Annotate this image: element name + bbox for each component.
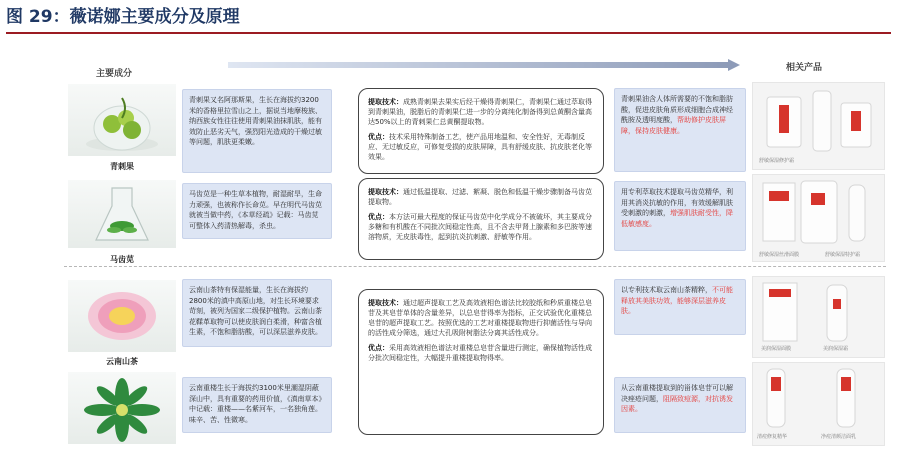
product-name: 舒敏保湿修护霜 (759, 158, 795, 164)
ingredient-effect-camellia (614, 279, 746, 335)
effect-text: 以专利技术取云南山茶精粹， (621, 286, 712, 294)
ingredient-name-camellia: 云南山茶 (106, 357, 138, 366)
advantage-label: 优点： (368, 213, 389, 221)
tech-label: 提取技术： (368, 299, 403, 307)
advantage-text: 技术采用特殊制备工艺，使产品用地温和、安全性好，无毒制反应、无过敏反应，可修复受损的皮肤屏障，具有舒缓皮肤、抗皮肤老化等效果。 (368, 133, 592, 161)
ingredient-effect-thorn-fruit (614, 88, 746, 172)
effect-highlight: 阻隔致痘源，对抗诱发因素。 (621, 394, 733, 413)
product-name: 美润保湿面膜 (761, 346, 792, 352)
ingredient-intro-paris-polyphylla: 云南重楼生长于海拔约3100米里潮湿阴蔽深山中，具有重要的药用价值，《滇南草本》中记载：重楼——名紫河车，一名独角莲。味辛、苦、性微寒。 (182, 377, 332, 433)
paris-polyphylla-photo (68, 372, 176, 444)
effect-text: 青刺果油含人体所需要的不饱和脂肪酸，促进皮肤角质形成细胞合成神经酰胺及透明度酸， (621, 95, 733, 124)
advantage-text: 本方法可最大程度的保证马齿苋中化学成分不被破坏，其主要成分多糖和有机酸在不同批次间稳定性高，且不含去甲肾上腺素和多巴胺等速溶物质，无皮肤毒性，起到抗炎抗刺激、舒敏等作用。 (368, 213, 592, 241)
effect-highlight: 不可能释放其美肤功效，能够深层滋养皮肤。 (621, 286, 733, 315)
figure-title: 图 29：薇诺娜主要成分及原理 (6, 7, 240, 27)
related-products-header: 相关产品 (786, 63, 823, 73)
process-arrow-bar (228, 62, 728, 68)
ingredient-name-purslane: 马齿苋 (110, 255, 134, 264)
product-panel-camellia (752, 276, 885, 358)
effect-text: 用专利萃取技术提取马齿苋精华，利用其消炎抗敏的作用，有效缓解肌肤受刺激的刺激， (621, 188, 733, 217)
product-name: 舒敏保湿丝滑面膜 (759, 252, 800, 258)
tech-text: 通过超声提取工艺及高效液相色谱法比较胶纸和秒质重楼总皂苷及其皂苷单体的含量差异，以总皂苷得率为指标，正交试验优化重楼总皂苷的超声提取工艺。按照优选的工艺对重楼提取物进行抑菌活性与导向的活性成分筛选，通过大孔吸附树脂法分离其活性成分。 (368, 299, 592, 337)
ingredient-effect-paris-polyphylla (614, 377, 746, 433)
camellia-photo (68, 280, 176, 352)
advantage-label: 优点： (368, 133, 389, 141)
title-rule (6, 32, 891, 34)
extraction-box-purslane (358, 178, 604, 260)
ingredient-intro-camellia: 云南山茶特有保湿能量，生长在海拔约2800米的滇中高原山地，对生长环境要求苛刻，被列为国家二级保护植物。云南山茶花鞣革取物可以使皮肤润白柔滑，种富含植生素，不饱和脂肪酸，可以深层滋养皮肤。 (182, 279, 332, 347)
product-name: 清痘修复精华 (757, 434, 788, 440)
product-panel-paris-polyphylla (752, 362, 885, 446)
tech-text: 通过低温提取、过滤、絮凝、脱色和低温干燥步骤制备马齿苋提取物。 (368, 188, 592, 206)
effect-highlight: 帮助修护皮肤屏障，保持皮肤健康。 (621, 116, 726, 135)
thorn-fruit-photo (68, 84, 176, 156)
extraction-box-paris-polyphylla (358, 289, 604, 435)
advantage-text: 采用高效液相色谱法对重楼总皂苷含量进行测定，确保植物活性成分批次间稳定性，大幅提升重楼提取物得率。 (368, 344, 592, 362)
purslane-photo (68, 180, 176, 248)
main-ingredients-header: 主要成分 (96, 69, 133, 79)
effect-highlight: 增强肌肤耐受性，降低敏感度。 (621, 209, 733, 228)
product-name: 美润保湿霜 (823, 346, 849, 352)
arrow-right-icon (728, 59, 740, 71)
ingredient-effect-purslane (614, 181, 746, 251)
ingredient-intro-thorn-fruit: 青刺果又名阿那斯果，生长在海拔约3200米的香格里拉雪山之上，据说当地摩梭族、纳西族女性往往使用青刺果油抹肌肤，能有效防止恶劣天气，强烈阳光造成的干燥过敏等问题，肌肤更柔嫩。 (182, 89, 332, 173)
advantage-label: 优点： (368, 344, 389, 352)
product-panel-purslane (752, 174, 885, 262)
section-divider (64, 266, 886, 267)
tech-text: 成熟青刺果去果实后经干燥得青刺果仁，青刺果仁通过萃取得到青刺果油，脱脂后的青刺果仁进一步的分离纯化制备得到总黄酮含量高达50%以上的青刺果仁总黄酮提取物。 (368, 98, 592, 126)
ingredient-name-thorn-fruit: 青刺果 (110, 162, 134, 171)
product-name: 舒敏保湿特护霜 (825, 252, 861, 258)
tech-label: 提取技术： (368, 188, 403, 196)
ingredient-intro-purslane: 马齿苋是一种生草本植物，耐湿耐旱，生命力顽强，也被称作长命苋。早在明代马齿苋就被当做中药，《本草经疏》记载：马齿苋可整体入药清热解毒，杀虫。 (182, 183, 332, 239)
tech-label: 提取技术： (368, 98, 403, 106)
product-name: 净痘清颜洁面乳 (821, 434, 857, 440)
extraction-box-thorn-fruit (358, 88, 604, 174)
effect-text: 从云南重楼提取到的甾体皂苷可以解决痤疮问题， (621, 384, 733, 403)
product-panel-thorn-fruit (752, 82, 885, 170)
